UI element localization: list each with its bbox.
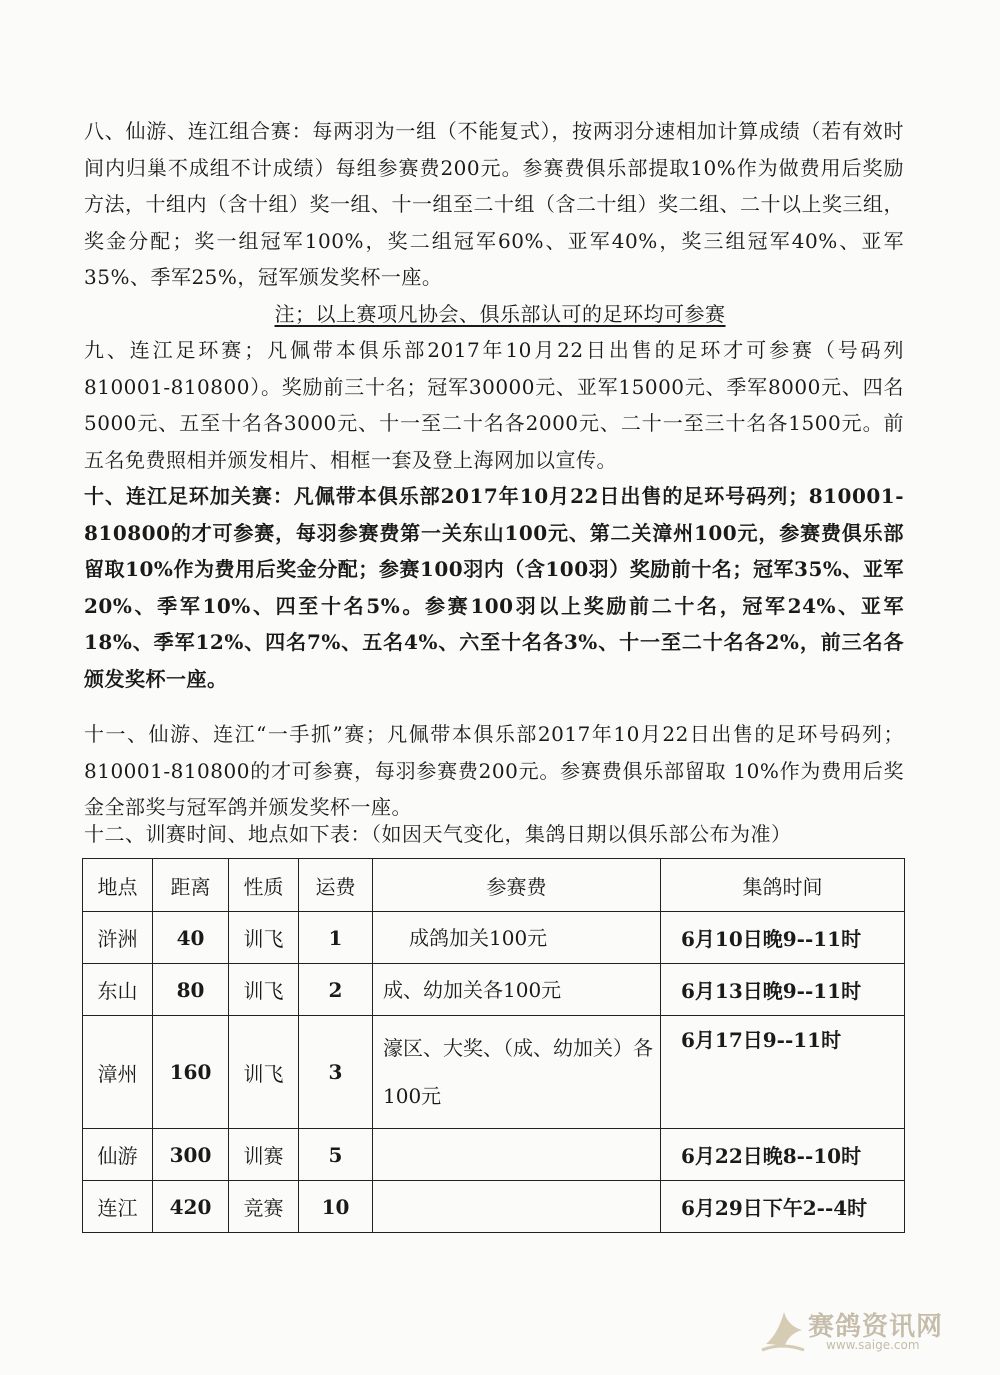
cell-place: 浒洲 [83, 912, 153, 964]
section-nine-paragraph [84, 332, 904, 478]
note-text: 注；以上赛项凡协会、俱乐部认可的足环均可参赛 [274, 302, 726, 326]
cell-place: 仙游 [83, 1129, 153, 1181]
table-row [83, 1016, 905, 1129]
section-twelve-text: 十二、训赛时间、地点如下表：（如因天气变化，集鸽日期以俱乐部公布为准） [84, 822, 792, 846]
table-row [83, 964, 905, 1016]
pigeon-logo-icon [758, 1304, 806, 1354]
cell-place: 东山 [83, 964, 153, 1016]
header-time: 集鸽时间 [661, 859, 905, 912]
cell-time: 6月10日晚9--11时 [661, 912, 905, 964]
cell-freight: 3 [299, 1016, 373, 1129]
cell-type: 训飞 [229, 1016, 299, 1129]
watermark-name: 赛鸽资讯网 [808, 1312, 944, 1342]
cell-freight: 2 [299, 964, 373, 1016]
cell-type: 竞赛 [229, 1181, 299, 1233]
table-row [83, 1181, 905, 1233]
header-place: 地点 [83, 859, 153, 912]
cell-place: 连江 [83, 1181, 153, 1233]
cell-distance: 40 [153, 912, 229, 964]
cell-distance: 160 [153, 1016, 229, 1129]
cell-fee [373, 1181, 661, 1233]
cell-freight: 5 [299, 1129, 373, 1181]
section-nine-text: 九、连江足环赛；凡佩带本俱乐部2017年10月22日出售的足环才可参赛（号码列810001-810800）。奖励前三十名；冠军30000元、亚军15000元、季军8000元、四名5000元、五至十名各3000元、十一至二十名各2000元、二十一至三十名各1500元。前五名免费照相并颁发相片、相框一套及登上海网加以宣传。 [84, 338, 904, 472]
table-header-row [83, 859, 905, 912]
schedule-table [82, 858, 905, 1233]
cell-fee: 濠区、大奖、（成、幼加关）各100元 [373, 1016, 661, 1129]
cell-time: 6月29日下午2--4时 [661, 1181, 905, 1233]
section-ten-paragraph [84, 478, 904, 697]
section-eight-text: 八、仙游、连江组合赛：每两羽为一组（不能复式），按两羽分速相加计算成绩（若有效时间内归巢不成组不计成绩）每组参赛费200元。参赛费俱乐部提取10%作为做费用后奖励方法，十组内（含十组）奖一组、十一组至二十组（含二十组）奖二组、二十以上奖三组，奖金分配；奖一组冠军100%，奖二组冠军60%、亚军40%，奖三组冠军40%、亚军35%、季军25%，冠军颁发奖杯一座。 [84, 119, 904, 289]
note-line [0, 296, 1000, 333]
section-eleven-text: 十一、仙游、连江“一手抓”赛；凡佩带本俱乐部2017年10月22日出售的足环号码列；810001-810800的才可参赛，每羽参赛费200元。参赛费俱乐部留取 10%作为费用后奖金全部奖与冠军鸽并颁发奖杯一座。 [84, 722, 904, 819]
cell-fee: 成、幼加关各100元 [373, 964, 661, 1016]
header-fee: 参赛费 [373, 859, 661, 912]
table-row [83, 912, 905, 964]
cell-distance: 300 [153, 1129, 229, 1181]
cell-time: 6月22日晚8--10时 [661, 1129, 905, 1181]
cell-type: 训赛 [229, 1129, 299, 1181]
cell-fee: 成鸽加关100元 [373, 912, 661, 964]
cell-type: 训飞 [229, 964, 299, 1016]
section-eight-paragraph [84, 113, 904, 296]
section-twelve-paragraph [84, 816, 904, 853]
cell-fee [373, 1129, 661, 1181]
cell-freight: 10 [299, 1181, 373, 1233]
cell-time: 6月13日晚9--11时 [661, 964, 905, 1016]
cell-place: 漳州 [83, 1016, 153, 1129]
cell-time: 6月17日9--11时 [661, 1016, 905, 1129]
cell-type: 训飞 [229, 912, 299, 964]
cell-freight: 1 [299, 912, 373, 964]
table-row [83, 1129, 905, 1181]
watermark-url: www.saige.com [826, 1338, 920, 1352]
header-type: 性质 [229, 859, 299, 912]
header-distance: 距离 [153, 859, 229, 912]
section-ten-text: 十、连江足环加关赛：凡佩带本俱乐部2017年10月22日出售的足环号码列；810001-810800的才可参赛，每羽参赛费第一关东山100元、第二关漳州100元，参赛费俱乐部留取10%作为费用后奖金分配；参赛100羽内（含100羽）奖励前十名；冠军35%、亚军20%、季军10%、四至十名5%。参赛100羽以上奖励前二十名，冠军24%、亚军18%、季军12%、四名7%、五名4%、六至十名各3%、十一至二十名各2%，前三名各颁发奖杯一座。 [84, 484, 904, 691]
cell-distance: 80 [153, 964, 229, 1016]
watermark [758, 1302, 968, 1358]
cell-distance: 420 [153, 1181, 229, 1233]
header-freight: 运费 [299, 859, 373, 912]
section-eleven-paragraph [84, 716, 904, 826]
